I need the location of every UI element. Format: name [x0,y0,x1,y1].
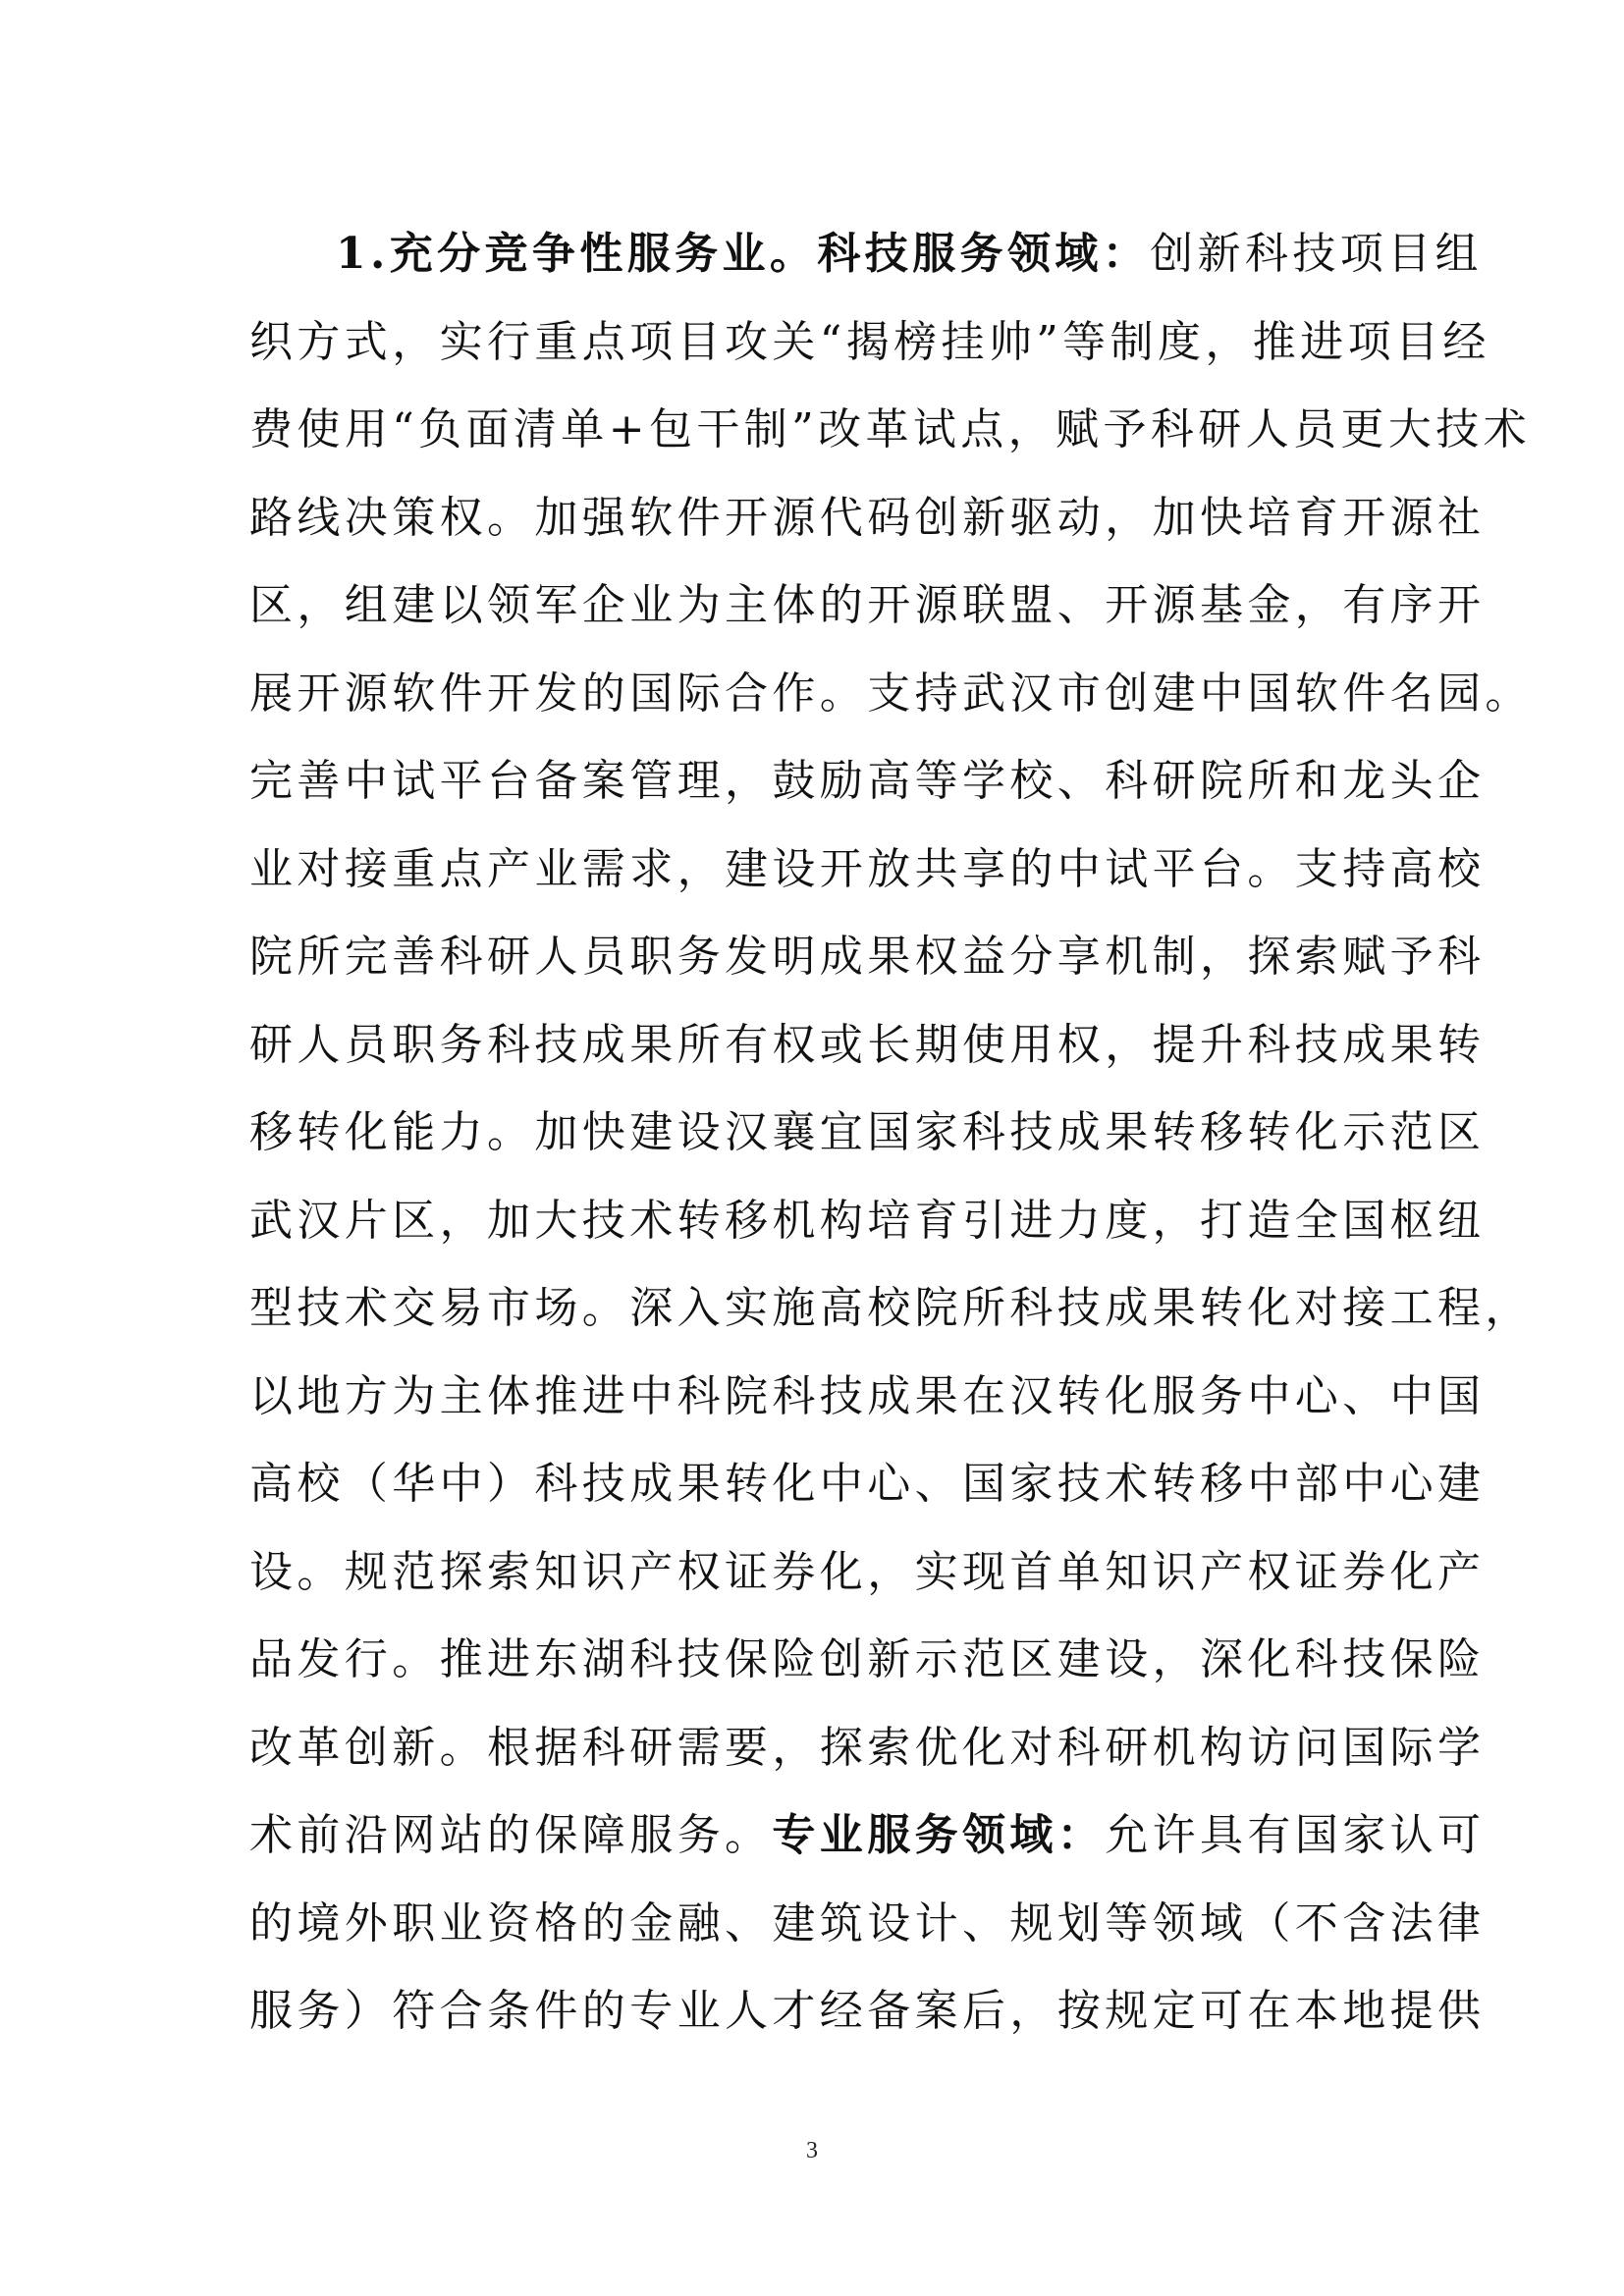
text-line: 改革创新。根据科研需要，探索优化对科研机构访问国际学 [249,1722,1486,1773]
page-number: 3 [806,2138,818,2163]
text-line: 以地方为主体推进中科院科技成果在汉转化服务中心、中国 [249,1370,1486,1421]
text-line: 展开源软件开发的国际合作。支持武汉市创建中国软件名园。 [249,667,1533,719]
body-paragraph [249,210,1533,2056]
line-text: 允许具有国家认可 [1105,1810,1486,1860]
text-line: 路线决策权。加强软件开源代码创新驱动，加快培育开源社 [249,492,1486,543]
text-line: 研人员职务科技成果所有权或长期使用权，提升科技成果转 [249,1019,1486,1070]
text-line: 的境外职业资格的金融、建筑设计、规划等领域（不含法律 [249,1897,1486,1949]
section-heading: 1.充分竞争性服务业。 [336,229,818,279]
mixed-line [249,1791,1486,1880]
text-line: 高校（华中）科技成果转化中心、国家技术转移中部中心建 [249,1459,1486,1509]
text-line: 移转化能力。加快建设汉襄宜国家科技成果转移转化示范区 [249,1107,1486,1157]
text-line: 设。规范探索知识产权证券化，实现首单知识产权证券化产 [249,1546,1486,1597]
text-line: 院所完善科研人员职务发明成果权益分享机制，探索赋予科 [249,932,1486,982]
text-line: 品发行。推进东湖科技保险创新示范区建设，深化科技保险 [249,1634,1486,1684]
paragraph-first-line [249,210,1483,298]
text-line: 织方式，实行重点项目攻关“揭榜挂帅”等制度，推进项目经 [249,316,1490,367]
professional-service-title: 专业服务领域： [772,1810,1106,1860]
text-line: 费使用“负面清单+包干制”改革试点，赋予科研人员更大技术 [249,404,1532,454]
text-line: 区，组建以领军企业为主体的开源联盟、开源基金，有序开 [249,580,1486,630]
first-line-text: 创新科技项目组 [1150,229,1483,279]
text-line: 服务）符合条件的专业人才经备案后，按规定可在本地提供 [249,1986,1486,2036]
text-line: 型技术交易市场。深入实施高校院所科技成果转化对接工程， [249,1283,1533,1333]
text-line: 完善中试平台备案管理，鼓励高等学校、科研院所和龙头企 [249,756,1486,806]
science-service-title: 科技服务领域 [817,229,1103,279]
text-line: 武汉片区，加大技术转移机构培育引进力度，打造全国枢纽 [249,1195,1486,1246]
line-text: 术前沿网站的保障服务。 [249,1810,773,1860]
title-colon: ： [1102,229,1151,279]
text-line: 业对接重点产业需求，建设开放共享的中试平台。支持高校 [249,843,1486,894]
